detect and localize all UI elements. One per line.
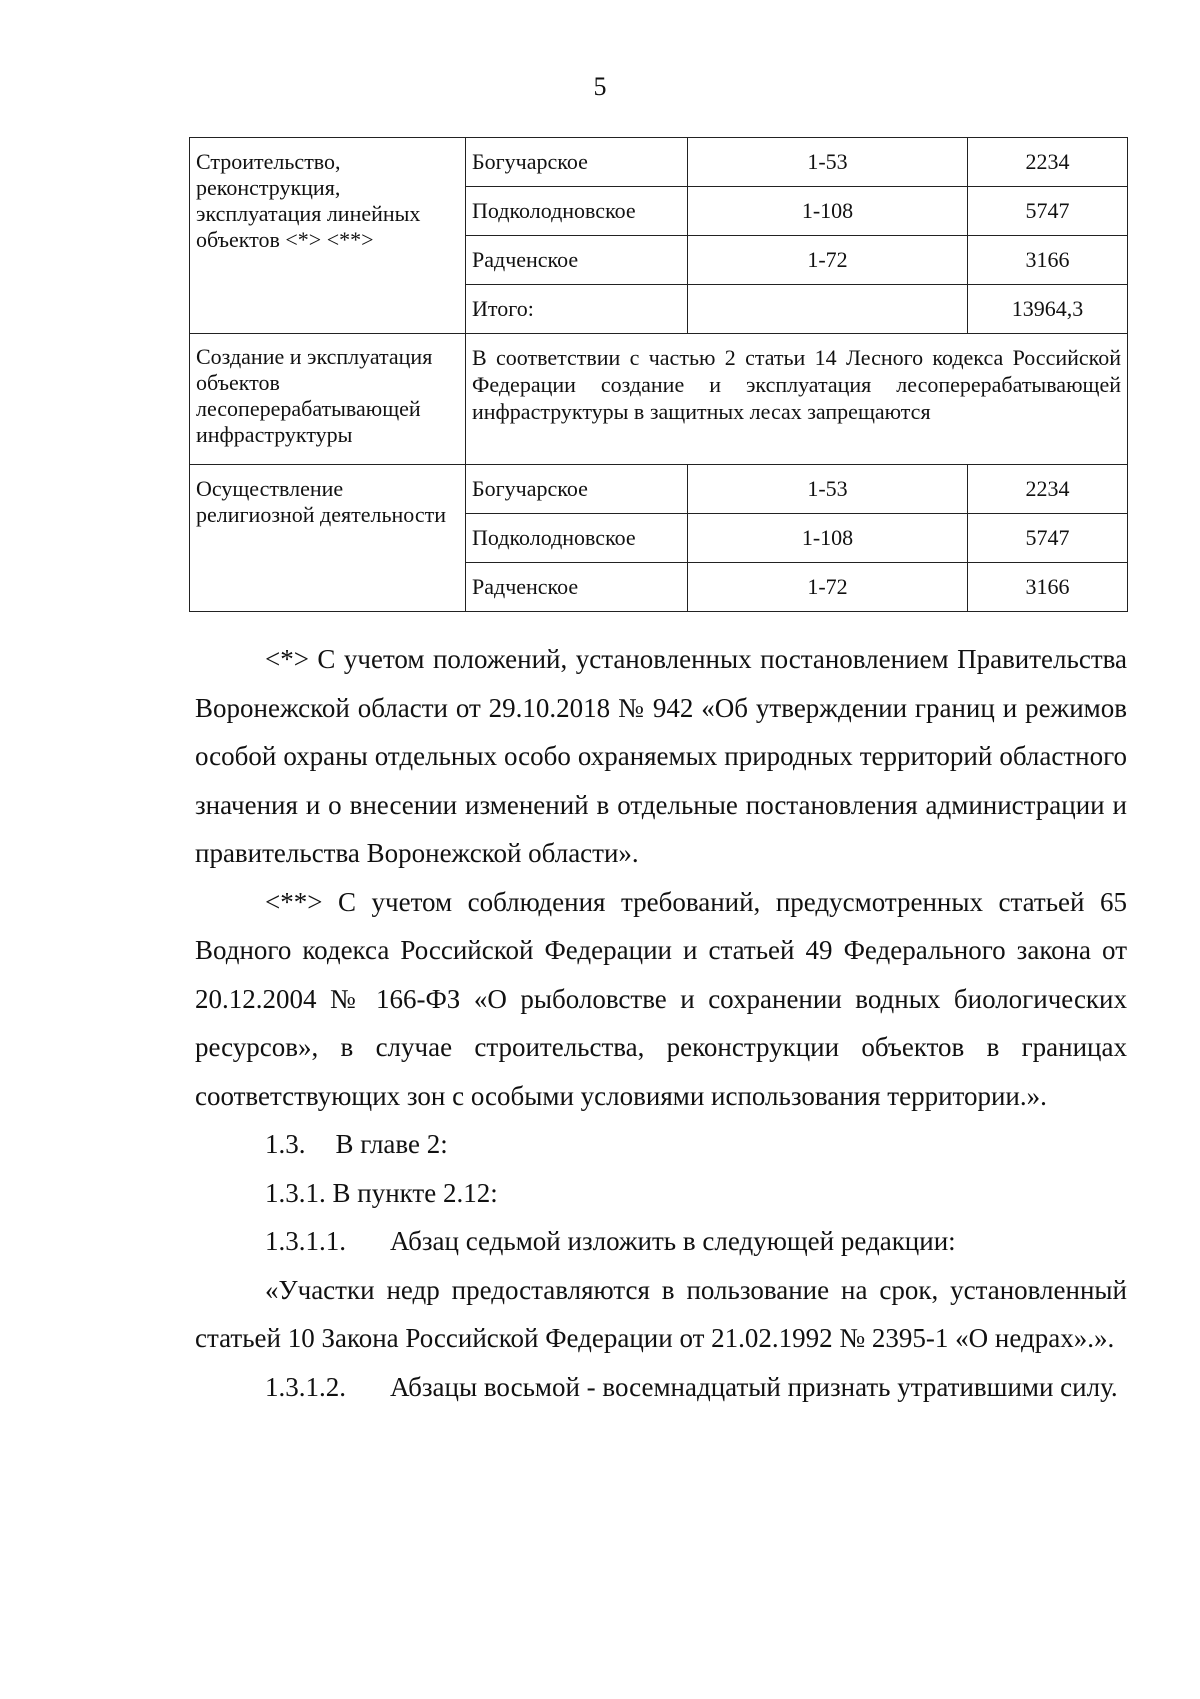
table-row xyxy=(190,138,1128,187)
area-cell: 2234 xyxy=(968,465,1128,514)
item-text: В главе 2: xyxy=(335,1129,448,1159)
item-text: Абзац седьмой изложить в следующей редакции: xyxy=(390,1226,956,1256)
item-1-3-1-2 xyxy=(195,1363,1127,1412)
footnote-1: <*> С учетом положений, установленных постановлением Правительства Воронежской области от 29.10.2018 № 942 «Об утверждении границ и режимов особой охраны отдельных особо охраняемых природных территорий областного значения и о внесении изменений в отдельные постановления администрации и правительства Воронежской области». xyxy=(195,644,1127,868)
note-cell: В соответствии с частью 2 статьи 14 Лесного кодекса Российской Федерации создание и эксплуатация лесоперерабатывающей инфраструктуры в защитных лесах запрещаются xyxy=(466,334,1128,465)
total-value-cell: 13964,3 xyxy=(968,285,1128,334)
purpose-cell: Строительство, реконструкция, эксплуатация линейных объектов <*> <**> xyxy=(190,138,466,334)
item-number: 1.3.1.1. xyxy=(265,1226,346,1256)
quarters-cell: 1-72 xyxy=(688,563,968,612)
area-cell: 3166 xyxy=(968,563,1128,612)
item-text: Абзацы восьмой - восемнадцатый признать утратившими силу. xyxy=(390,1371,1118,1402)
table-row xyxy=(190,465,1128,514)
forestry-cell: Богучарское xyxy=(466,138,688,187)
quarters-cell: 1-72 xyxy=(688,236,968,285)
land-use-table xyxy=(189,137,1128,612)
purpose-cell: Осуществление религиозной деятельности xyxy=(190,465,466,612)
page-number: 5 xyxy=(593,72,607,101)
total-label-cell: Итого: xyxy=(466,285,688,334)
quarters-cell: 1-108 xyxy=(688,187,968,236)
quoted-text: «Участки недр предоставляются в пользование на срок, установленный статьей 10 Закона Российской Федерации от 21.02.1992 № 2395-1 «О недрах».». xyxy=(195,1274,1127,1353)
forestry-cell: Радченское xyxy=(466,236,688,285)
body-text xyxy=(195,635,1127,1411)
area-cell: 2234 xyxy=(968,138,1128,187)
empty-cell xyxy=(688,285,968,334)
purpose-cell: Создание и эксплуатация объектов лесоперерабатывающей инфраструктуры xyxy=(190,334,466,465)
item-number: 1.3.1.2. xyxy=(265,1371,346,1402)
quarters-cell: 1-53 xyxy=(688,465,968,514)
footnote-2: <**> С учетом соблюдения требований, предусмотренных статьей 65 Водного кодекса Российской Федерации и статьей 49 Федерального закона от 20.12.2004 № 166-ФЗ «О рыболовстве и сохранении водных биологических ресурсов», в случае строительства, реконструкции объектов в границах соответствующих зон с особыми условиями использования территории.». xyxy=(195,886,1127,1111)
area-cell: 5747 xyxy=(968,187,1128,236)
quarters-cell: 1-53 xyxy=(688,138,968,187)
area-cell: 5747 xyxy=(968,514,1128,563)
area-cell: 3166 xyxy=(968,236,1128,285)
table-row xyxy=(190,334,1128,465)
forestry-cell: Подколодновское xyxy=(466,187,688,236)
item-number: 1.3. xyxy=(265,1129,306,1159)
item-1-3-1-1 xyxy=(195,1217,1127,1266)
item-1-3 xyxy=(195,1120,1127,1169)
forestry-cell: Радченское xyxy=(466,563,688,612)
quarters-cell: 1-108 xyxy=(688,514,968,563)
forestry-cell: Подколодновское xyxy=(466,514,688,563)
item-1-3-1: 1.3.1. В пункте 2.12: xyxy=(265,1177,498,1208)
forestry-cell: Богучарское xyxy=(466,465,688,514)
